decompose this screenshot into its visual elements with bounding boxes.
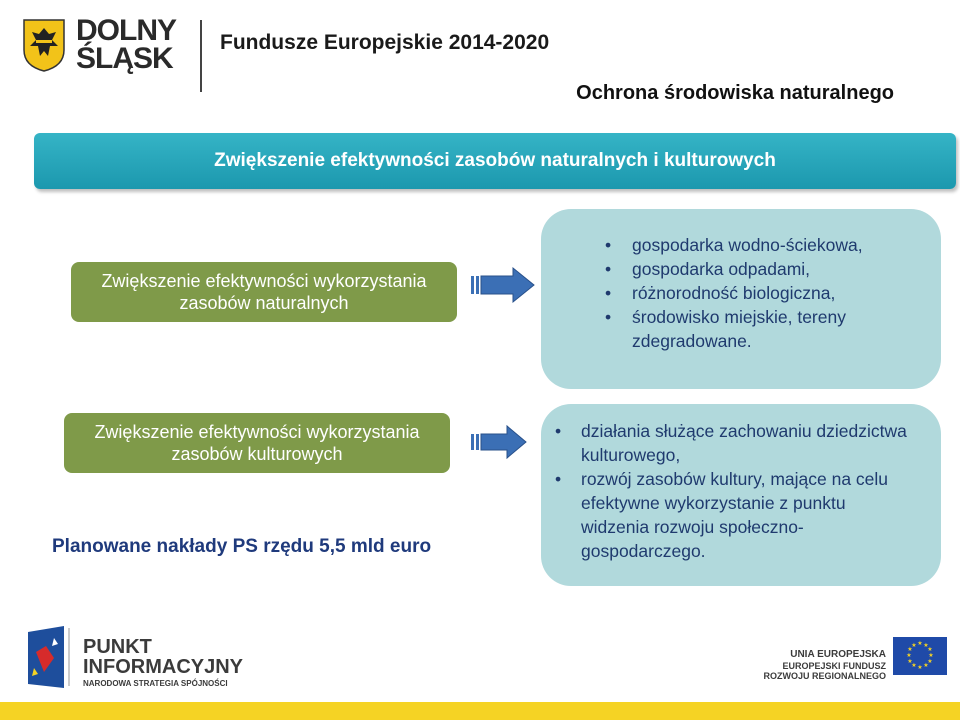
- nss-label: NARODOWA STRATEGIA SPÓJNOŚCI: [83, 679, 228, 688]
- arrow-right-icon: [471, 266, 535, 304]
- header-divider: [200, 20, 202, 92]
- banner-text: Zwiększenie efektywności zasobów naturalnych i kulturowych: [214, 150, 776, 171]
- list-item: • działania służące zachowaniu dziedzictwa: [555, 421, 907, 441]
- list-item: • gospodarka wodno-ściekowa,: [605, 235, 863, 255]
- punkt-label: PUNKT: [83, 636, 152, 658]
- svg-text:★: ★: [907, 658, 913, 665]
- list-item-continuation: widzenia rozwoju społeczno-: [581, 517, 804, 537]
- svg-text:★: ★: [923, 662, 929, 669]
- efrr-label-line2: ROZWOJU REGIONALNEGO: [763, 671, 886, 681]
- svg-text:★: ★: [911, 662, 917, 669]
- page-title: Fundusze Europejskie 2014-2020: [220, 31, 550, 54]
- list-item-continuation: kulturowego,: [581, 445, 681, 465]
- cultural-resources-label: [64, 413, 450, 473]
- dolny-slask-crest-icon: [22, 18, 66, 72]
- natural-resources-details: [541, 209, 941, 389]
- svg-text:★: ★: [928, 652, 934, 659]
- svg-text:★: ★: [927, 646, 933, 653]
- list-item: • środowisko miejskie, tereny: [605, 307, 846, 327]
- list-item: • gospodarka odpadami,: [605, 259, 811, 279]
- planned-budget-text: Planowane nakłady PS rzędu 5,5 mld euro: [52, 536, 432, 557]
- natural-resources-list: [605, 233, 922, 353]
- svg-text:★: ★: [907, 646, 913, 653]
- list-item-continuation: zdegradowane.: [632, 331, 752, 351]
- cultural-resources-details: [541, 404, 941, 586]
- cultural-resources-list: [555, 419, 933, 563]
- natural-resources-label-line2: zasobów naturalnych: [179, 293, 349, 313]
- brand-name-line2: ŚLĄSK: [76, 42, 173, 75]
- bottom-bar: [0, 702, 960, 720]
- list-item: • różnorodność biologiczna,: [605, 283, 836, 303]
- arrow-right-icon: [471, 424, 527, 460]
- main-banner: [34, 133, 956, 189]
- list-item-continuation: efektywne wykorzystanie z punktu: [581, 493, 846, 513]
- svg-text:★: ★: [917, 640, 923, 647]
- cultural-resources-label-line1: Zwiększenie efektywności wykorzystania: [94, 422, 420, 442]
- natural-resources-label: [71, 262, 457, 322]
- brand-name-line1: DOLNY: [76, 14, 176, 47]
- svg-text:★: ★: [927, 658, 933, 665]
- eu-flag-icon: [893, 637, 947, 675]
- efrr-label-line1: EUROPEJSKI FUNDUSZ: [782, 661, 886, 671]
- svg-text:★: ★: [917, 664, 923, 671]
- page-subtitle: Ochrona środowiska naturalnego: [576, 82, 894, 104]
- cultural-resources-label-line2: zasobów kulturowych: [171, 444, 343, 464]
- svg-text:★: ★: [906, 652, 912, 659]
- svg-text:★: ★: [911, 642, 917, 649]
- natural-resources-label-line1: Zwiększenie efektywności wykorzystania: [101, 271, 427, 291]
- list-item-continuation: gospodarczego.: [581, 541, 706, 561]
- list-item: • rozwój zasobów kultury, mające na celu: [555, 469, 889, 489]
- eu-label: UNIA EUROPEJSKA: [790, 649, 886, 660]
- informacyjny-label: INFORMACYJNY: [83, 656, 244, 678]
- svg-text:★: ★: [923, 642, 929, 649]
